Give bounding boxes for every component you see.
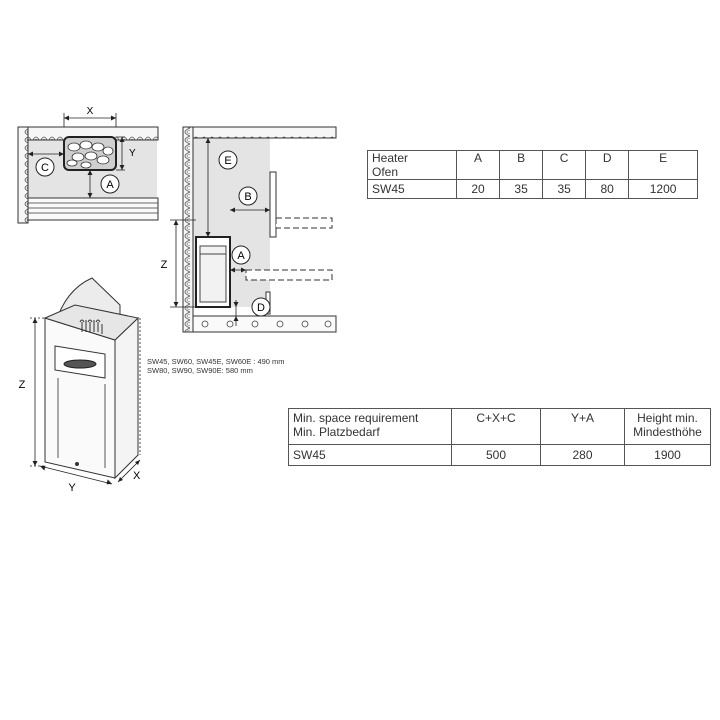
- floor: [193, 316, 336, 332]
- clearance-value-c: 35: [543, 180, 586, 199]
- clearance-value-b: 35: [500, 180, 543, 199]
- bench: [28, 198, 158, 220]
- side-dim-d-label: D: [257, 302, 265, 314]
- side-view: [161, 127, 336, 332]
- clearance-col-d: D: [586, 151, 629, 180]
- clearance-table-header: [368, 151, 698, 180]
- left-wall: [18, 127, 28, 223]
- heights-note: [147, 357, 285, 375]
- clearance-table: [367, 150, 698, 199]
- space-col-height: Height min. Mindesthöhe: [625, 409, 711, 445]
- clearance-col-c: C: [543, 151, 586, 180]
- space-value-ya: 280: [541, 445, 625, 466]
- clearance-col-b: B: [500, 151, 543, 180]
- heater-side-panel: [115, 318, 138, 478]
- heights-note-line1: SW45, SW60, SW45E, SW60E : 490 mm: [147, 357, 285, 366]
- top-dim-a-label: A: [106, 179, 114, 191]
- side-dim-a-label: A: [237, 250, 245, 262]
- back-wall: [183, 127, 193, 332]
- side-dim-b-label: B: [244, 191, 252, 203]
- upper-bench: [276, 218, 332, 228]
- lower-bench: [246, 270, 332, 280]
- space-header-title: Min. space requirement Min. Platzbedarf: [289, 409, 452, 445]
- side-dim-e-label: E: [224, 155, 232, 167]
- top-dim-x-label: X: [86, 106, 94, 117]
- clearance-value-d: 80: [586, 180, 629, 199]
- upper-bench-support: [270, 172, 276, 237]
- clearance-header-model: Heater Ofen: [368, 151, 457, 180]
- space-table-header: [289, 409, 711, 445]
- heater-3d-view: [19, 278, 141, 494]
- side-dim-z-label: Z: [160, 259, 168, 271]
- heater-dim-x-label: X: [133, 470, 141, 482]
- space-value-cxc: 500: [452, 445, 541, 466]
- space-row-model: SW45: [289, 445, 452, 466]
- space-requirement-table: [288, 408, 711, 466]
- heater-dim-z-label: Z: [18, 379, 26, 391]
- clearance-col-e: E: [629, 151, 698, 180]
- table-row: [368, 180, 698, 199]
- clearance-col-a: A: [457, 151, 500, 180]
- clearance-value-a: 20: [457, 180, 500, 199]
- clearance-value-e: 1200: [629, 180, 698, 199]
- top-dim-c-label: C: [41, 162, 49, 174]
- space-value-height: 1900: [625, 445, 711, 466]
- heights-note-line2: SW80, SW90, SW90E: 580 mm: [147, 366, 253, 375]
- ceiling: [183, 127, 336, 138]
- clearance-row-model: SW45: [368, 180, 457, 199]
- table-row: [289, 445, 711, 466]
- heater-dim-y-label: Y: [68, 482, 76, 494]
- space-col-cxc: C+X+C: [452, 409, 541, 445]
- space-col-ya: Y+A: [541, 409, 625, 445]
- top-dim-y-label: Y: [129, 148, 136, 159]
- top-view: [18, 106, 158, 223]
